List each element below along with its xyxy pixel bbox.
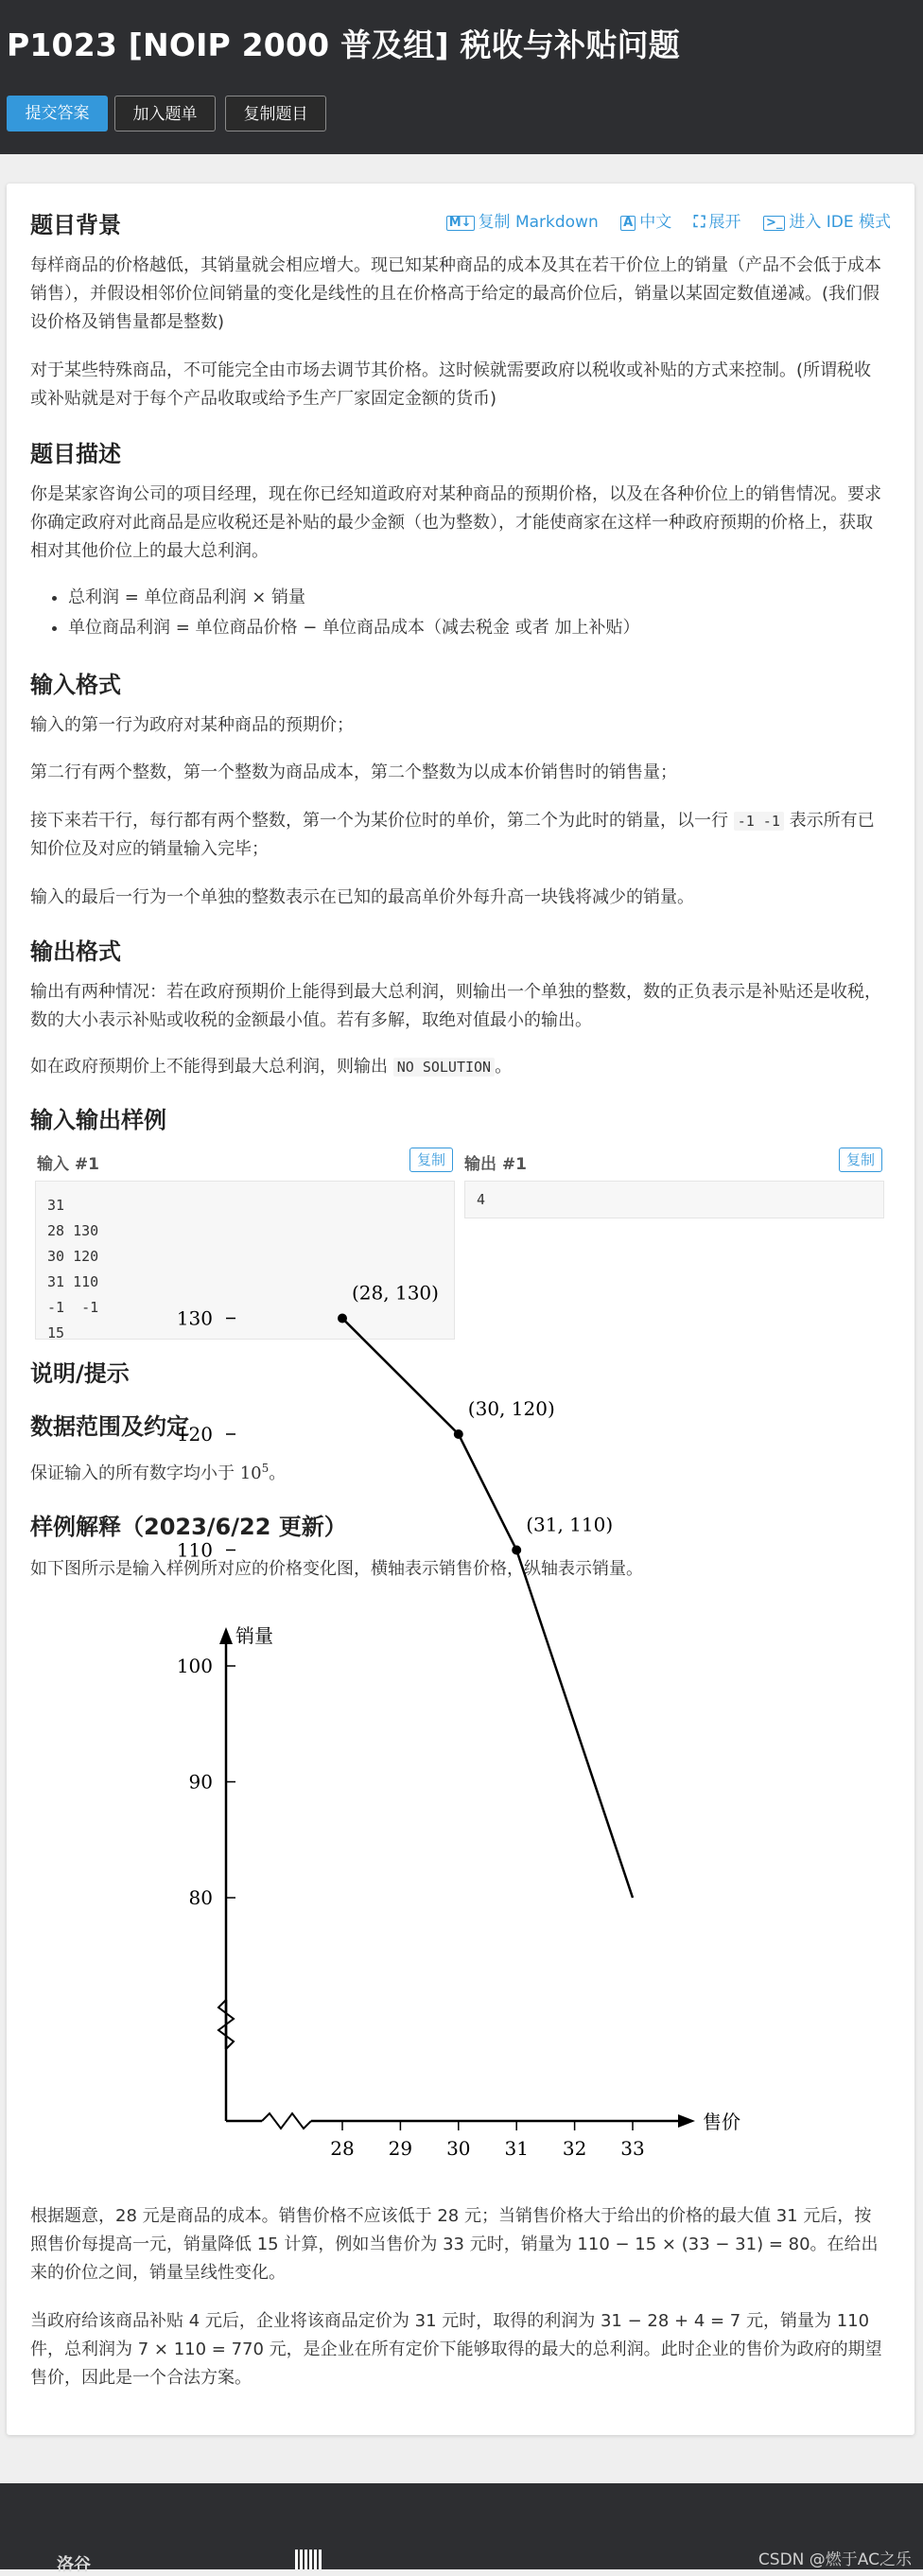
output-format-heading: 输出格式 (30, 938, 121, 965)
sample-input-label: 输入 #1 (37, 1155, 99, 1174)
y-tick-label: 90 (188, 1770, 213, 1794)
qr-code-icon (295, 2550, 322, 2569)
watermark: CSDN @燃于AC之乐 (758, 2550, 912, 2569)
data-point-label: (31, 110) (526, 1513, 614, 1536)
problem-title: P1023 [NOIP 2000 普及组] 税收与补贴问题 (7, 26, 680, 63)
copy-markdown-button[interactable]: M↓ 复制 Markdown (446, 208, 599, 232)
y-axis-arrow (219, 1627, 233, 1644)
sample-output-block: 4 (464, 1181, 884, 1218)
x-axis-break (262, 2113, 311, 2129)
data-point (338, 1314, 347, 1323)
explanation-paragraph-2: 当政府给该商品补贴 4 元后，企业将该商品定价为 31 元时，取得的利润为 31 − 28 + 4 = 7 元，销量为 110 件，总利润为 7 × 110 = 770 元，是企业在所有定价下能够取得的最大的总利润。此时企业的售价为政府的期望售价，因此是一个合法方案。 (30, 2311, 882, 2388)
x-tick-label: 29 (388, 2137, 413, 2160)
x-tick-label: 32 (562, 2137, 587, 2160)
ide-mode-button[interactable]: >_ 进入 IDE 模式 (763, 208, 891, 232)
y-tick-label: 130 (176, 1306, 213, 1330)
y-axis-label: 销量 (235, 1624, 273, 1647)
x-axis-arrow (678, 2114, 695, 2128)
data-range-heading: 数据范围及约定 (30, 1413, 189, 1440)
submit-button[interactable]: 提交答案 (7, 96, 108, 131)
profit-formula-list (30, 583, 640, 643)
header-bar (0, 0, 923, 154)
input-paragraph-3: 接下来若干行，每行都有两个整数，第一个为某价位时的单价，第二个为此时的销量，以一行 -1 -1 表示所有已知价位及对应的销量输入完毕； (30, 811, 875, 859)
copy-output-button[interactable]: 复制 (839, 1148, 882, 1172)
description-paragraph: 你是某家咨询公司的项目经理，现在你已经知道政府对某种商品的预期价格，以及在各种价位上的销售情况。要求你确定政府对此商品是应收税还是补贴的最少金额（也为整数），才能使商家在这样一种政府预期的价格上，获取相对其他价位上的最大总利润。 (30, 484, 881, 561)
description-heading: 题目描述 (30, 441, 121, 467)
list-item: • 单位商品利润 = 单位商品价格 − 单位商品成本（减去税金 或者 加上补贴） (68, 613, 640, 643)
footer-logo: 洛谷 (57, 2555, 91, 2575)
list-item: • 总利润 = 单位商品利润 × 销量 (68, 583, 640, 613)
expand-button[interactable]: ⛶ 展开 (693, 213, 741, 232)
sample-explanation-paragraph: 如下图所示是输入样例所对应的价格变化图，横轴表示销售价格，纵轴表示销量。 (30, 1559, 643, 1579)
expand-icon: ⛶ (693, 213, 705, 232)
input-format-heading: 输入格式 (30, 672, 121, 698)
problem-card (7, 184, 914, 2435)
output-paragraph-1: 输出有两种情况：若在政府预期价上能得到最大总利润，则输出一个单独的整数，数的正负表示是补贴还是收税，数的大小表示补贴或收税的金额最小值。若有多解，取绝对值最小的输出。 (30, 982, 881, 1030)
copy-problem-button[interactable]: 复制题目 (225, 96, 326, 131)
hint-heading: 说明/提示 (30, 1360, 130, 1387)
inline-code: -1 -1 (734, 812, 784, 831)
x-tick-label: 28 (330, 2137, 355, 2160)
x-tick-label: 33 (620, 2137, 645, 2160)
markdown-icon: M↓ (446, 216, 475, 231)
data-point-label: (28, 130) (352, 1281, 439, 1305)
background-paragraph-2: 对于某些特殊商品，不可能完全由市场去调节其价格。这时候就需要政府以税收或补贴的方式来控制。(所谓税收或补贴就是对于每个产品收取或给予生产厂家固定金额的货币) (30, 360, 872, 409)
data-point (512, 1546, 521, 1555)
add-to-list-button[interactable]: 加入题单 (114, 96, 216, 131)
input-paragraph-1: 输入的第一行为政府对某种商品的预期价； (30, 715, 354, 735)
sample-heading: 输入输出样例 (30, 1107, 166, 1133)
y-tick-label: 80 (188, 1886, 213, 1909)
sample-explanation-heading: 样例解释（2023/6/22 更新） (30, 1514, 347, 1540)
y-tick-label: 100 (176, 1655, 213, 1677)
copy-input-button[interactable]: 复制 (409, 1148, 453, 1172)
language-button[interactable]: A 中文 (620, 208, 671, 232)
inline-code: NO SOLUTION (393, 1058, 495, 1077)
input-paragraph-2: 第二行有两个整数，第一个整数为商品成本，第二个整数为以成本价销售时的销售量； (30, 762, 677, 782)
x-axis-label: 售价 (703, 2111, 740, 2133)
output-paragraph-2: 如在政府预期价上不能得到最大总利润，则输出 NO SOLUTION 。 (30, 1057, 513, 1077)
background-heading: 题目背景 (30, 212, 121, 238)
data-point (454, 1429, 463, 1439)
sample-input-block: 31 28 130 30 120 31 110 -1 -1 15 (35, 1181, 455, 1340)
data-point-label: (30, 120) (467, 1397, 555, 1420)
terminal-icon: >_ (763, 216, 785, 231)
y-tick-label: 110 (176, 1538, 213, 1562)
sample-output-label: 输出 #1 (464, 1155, 527, 1174)
problem-toolbar (429, 208, 891, 232)
explanation-paragraph-1: 根据题意，28 元是商品的成本。销售价格不应该低于 28 元；当销售价格大于给出的价格的最大值 31 元后，按照售价每提高一元，销量降低 15 计算，例如当售价为 33 元时，销量为 110 − 15 × (33 − 31) = 80。在给出来的价位之间，销量呈线性变化。 (30, 2206, 879, 2283)
background-paragraph-1: 每样商品的价格越低，其销量就会相应增大。现已知某种商品的成本及其在若干价位上的销量（产品不会低于成本销售），并假设相邻价位间销量的变化是线性的且在价格高于给定的最高价位后，销量以某固定数值递减。(我们假设价格及销售量都是整数) (30, 255, 881, 332)
chart-marks (338, 1282, 633, 1899)
data-range-paragraph: 保证输入的所有数字均小于 $10^5$。 (30, 1462, 287, 1483)
y-tick-label: 120 (176, 1423, 213, 1446)
input-paragraph-4: 输入的最后一行为一个单独的整数表示在已知的最高单价外每升高一块钱将减少的销量。 (30, 887, 694, 907)
translate-icon: A (620, 216, 636, 231)
x-tick-label: 31 (504, 2137, 529, 2160)
x-tick-label: 30 (446, 2137, 471, 2160)
